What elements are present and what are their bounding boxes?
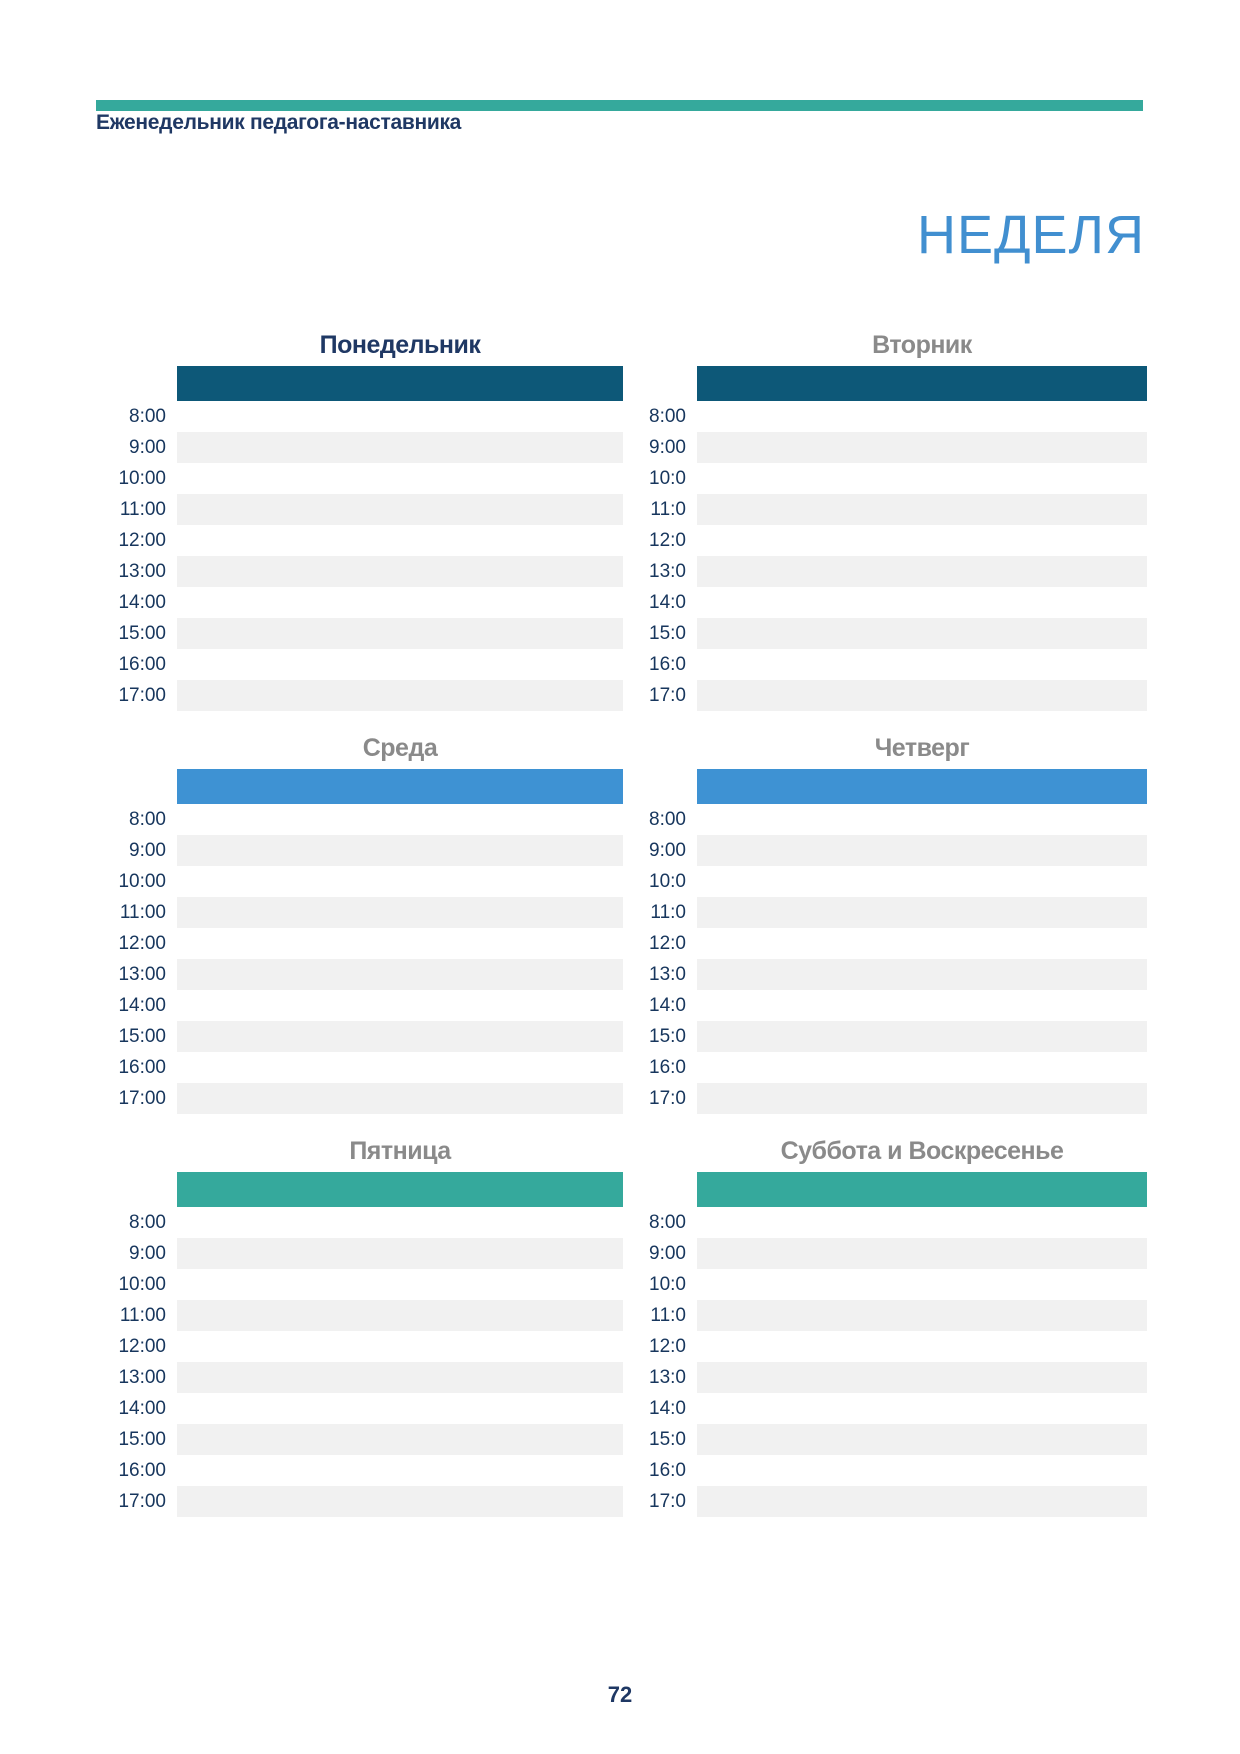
time-label: 13:00: [118, 1367, 166, 1388]
time-row: [96, 494, 623, 525]
time-row: [625, 1083, 1147, 1114]
time-slot-band: [697, 928, 1147, 959]
time-row: [625, 1021, 1147, 1052]
time-slot-band: [697, 897, 1147, 928]
time-row: [96, 835, 623, 866]
time-slot-band: [697, 866, 1147, 897]
time-row: [96, 1393, 623, 1424]
time-label: 8:00: [649, 406, 686, 427]
time-label: 15:0: [649, 1026, 686, 1047]
time-label: 11:00: [119, 499, 166, 520]
time-slot-band: [177, 494, 623, 525]
day-title: Понедельник: [319, 331, 481, 359]
time-slot-band: [697, 494, 1147, 525]
day-section-6: [625, 1133, 1147, 1517]
time-label: 17:00: [118, 1491, 166, 1512]
time-label: 9:00: [129, 437, 166, 458]
week-heading: НЕДЕЛЯ: [916, 205, 1145, 265]
time-label: 17:0: [649, 685, 686, 706]
day-title: Среда: [362, 734, 438, 762]
day-header-bar: [697, 366, 1147, 401]
time-label: 16:00: [118, 1460, 166, 1481]
time-row: [96, 680, 623, 711]
time-label: 13:0: [649, 561, 686, 582]
time-label: 15:0: [649, 623, 686, 644]
time-row: [625, 680, 1147, 711]
time-row: [96, 1083, 623, 1114]
time-slot-band: [697, 1269, 1147, 1300]
time-slot-band: [697, 959, 1147, 990]
time-slot-band: [177, 587, 623, 618]
time-row: [96, 618, 623, 649]
time-label: 17:0: [649, 1491, 686, 1512]
time-slot-band: [177, 835, 623, 866]
time-row: [625, 1207, 1147, 1238]
day-rows: [96, 804, 623, 1114]
time-label: 11:0: [650, 1305, 686, 1326]
time-row: [96, 959, 623, 990]
time-label: 15:0: [649, 1429, 686, 1450]
time-row: [96, 1238, 623, 1269]
time-slot-band: [177, 1300, 623, 1331]
time-slot-band: [177, 556, 623, 587]
time-label: 14:00: [118, 995, 166, 1016]
time-row: [625, 1052, 1147, 1083]
time-label: 10:00: [118, 871, 166, 892]
time-slot-band: [697, 1052, 1147, 1083]
time-row: [96, 897, 623, 928]
time-row: [96, 401, 623, 432]
time-label: 11:00: [119, 902, 166, 923]
day-section-2: [625, 327, 1147, 711]
time-row: [96, 556, 623, 587]
day-title: Четверг: [874, 734, 970, 762]
time-label: 17:0: [649, 1088, 686, 1109]
time-slot-band: [177, 1021, 623, 1052]
time-row: [96, 1052, 623, 1083]
time-slot-band: [177, 432, 623, 463]
time-label: 14:0: [649, 995, 686, 1016]
time-slot-band: [697, 804, 1147, 835]
time-row: [625, 1393, 1147, 1424]
time-label: 16:0: [649, 1460, 686, 1481]
time-label: 8:00: [129, 406, 166, 427]
time-label: 16:0: [649, 654, 686, 675]
day-rows: [625, 804, 1147, 1114]
time-slot-band: [177, 618, 623, 649]
time-label: 10:0: [649, 1274, 686, 1295]
time-label: 10:00: [118, 1274, 166, 1295]
time-slot-band: [177, 866, 623, 897]
time-label: 14:00: [118, 1398, 166, 1419]
day-section-5: [96, 1133, 623, 1517]
time-slot-band: [697, 649, 1147, 680]
time-row: [625, 401, 1147, 432]
day-rows: [625, 401, 1147, 711]
time-slot-band: [177, 525, 623, 556]
time-row: [96, 1362, 623, 1393]
time-label: 13:00: [118, 964, 166, 985]
time-label: 16:00: [118, 654, 166, 675]
time-slot-band: [177, 1362, 623, 1393]
time-row: [625, 494, 1147, 525]
time-label: 16:00: [118, 1057, 166, 1078]
time-slot-band: [177, 1083, 623, 1114]
time-row: [625, 525, 1147, 556]
time-slot-band: [177, 1238, 623, 1269]
time-slot-band: [697, 835, 1147, 866]
time-slot-band: [697, 525, 1147, 556]
day-title: Пятница: [349, 1137, 451, 1165]
time-slot-band: [697, 463, 1147, 494]
time-slot-band: [697, 1331, 1147, 1362]
time-label: 14:00: [118, 592, 166, 613]
time-slot-band: [697, 1424, 1147, 1455]
time-label: 15:00: [118, 1026, 166, 1047]
time-row: [625, 1269, 1147, 1300]
time-row: [625, 990, 1147, 1021]
time-row: [96, 1021, 623, 1052]
time-label: 13:0: [649, 1367, 686, 1388]
time-slot-band: [177, 1393, 623, 1424]
page-title: Еженедельник педагога-наставника: [96, 111, 462, 134]
time-row: [625, 463, 1147, 494]
time-row: [96, 804, 623, 835]
time-slot-band: [177, 959, 623, 990]
time-row: [625, 835, 1147, 866]
time-row: [625, 928, 1147, 959]
time-row: [96, 649, 623, 680]
time-slot-band: [697, 680, 1147, 711]
time-row: [96, 1207, 623, 1238]
time-label: 9:00: [649, 1243, 686, 1264]
time-row: [625, 1331, 1147, 1362]
time-row: [625, 959, 1147, 990]
time-label: 17:00: [118, 1088, 166, 1109]
time-row: [625, 1486, 1147, 1517]
time-slot-band: [697, 1238, 1147, 1269]
time-label: 12:0: [649, 530, 686, 551]
time-label: 10:0: [649, 468, 686, 489]
day-rows: [96, 1207, 623, 1517]
day-section-3: [96, 730, 623, 1114]
day-rows: [96, 401, 623, 711]
time-label: 9:00: [649, 840, 686, 861]
time-slot-band: [177, 1424, 623, 1455]
time-row: [96, 1455, 623, 1486]
time-slot-band: [177, 1207, 623, 1238]
time-row: [625, 649, 1147, 680]
time-slot-band: [697, 1455, 1147, 1486]
day-header-bar: [177, 1172, 623, 1207]
time-slot-band: [697, 1393, 1147, 1424]
time-slot-band: [177, 804, 623, 835]
time-slot-band: [177, 928, 623, 959]
time-label: 9:00: [129, 840, 166, 861]
time-row: [96, 990, 623, 1021]
time-row: [625, 1238, 1147, 1269]
time-label: 8:00: [129, 1212, 166, 1233]
time-slot-band: [697, 618, 1147, 649]
time-slot-band: [697, 1362, 1147, 1393]
time-slot-band: [697, 990, 1147, 1021]
time-row: [625, 587, 1147, 618]
time-row: [96, 866, 623, 897]
time-slot-band: [177, 680, 623, 711]
time-row: [96, 525, 623, 556]
time-label: 12:0: [649, 933, 686, 954]
time-label: 11:0: [650, 902, 686, 923]
time-label: 10:0: [649, 871, 686, 892]
time-slot-band: [177, 463, 623, 494]
time-row: [625, 804, 1147, 835]
time-row: [625, 897, 1147, 928]
day-title: Суббота и Воскресенье: [780, 1137, 1064, 1165]
time-label: 10:00: [118, 468, 166, 489]
day-header-bar: [177, 769, 623, 804]
time-slot-band: [697, 401, 1147, 432]
time-label: 11:00: [119, 1305, 166, 1326]
day-section-1: [96, 327, 623, 711]
time-label: 17:00: [118, 685, 166, 706]
time-row: [96, 1300, 623, 1331]
time-label: 11:0: [650, 499, 686, 520]
day-section-4: [625, 730, 1147, 1114]
time-slot-band: [697, 432, 1147, 463]
time-label: 8:00: [649, 1212, 686, 1233]
time-slot-band: [177, 990, 623, 1021]
time-row: [625, 1455, 1147, 1486]
time-slot-band: [177, 1269, 623, 1300]
time-row: [96, 587, 623, 618]
time-label: 12:00: [118, 933, 166, 954]
time-label: 13:00: [118, 561, 166, 582]
time-slot-band: [177, 649, 623, 680]
time-slot-band: [177, 401, 623, 432]
time-label: 15:00: [118, 1429, 166, 1450]
time-row: [625, 866, 1147, 897]
time-label: 12:00: [118, 530, 166, 551]
page-number: 72: [607, 1682, 633, 1707]
day-header-bar: [697, 769, 1147, 804]
time-label: 9:00: [649, 437, 686, 458]
time-row: [96, 928, 623, 959]
day-rows: [625, 1207, 1147, 1517]
time-slot-band: [177, 1486, 623, 1517]
time-label: 9:00: [129, 1243, 166, 1264]
time-label: 8:00: [649, 809, 686, 830]
time-row: [625, 1362, 1147, 1393]
day-header-bar: [177, 366, 623, 401]
time-label: 12:00: [118, 1336, 166, 1357]
time-slot-band: [697, 1486, 1147, 1517]
time-label: 8:00: [129, 809, 166, 830]
time-row: [625, 1300, 1147, 1331]
time-row: [96, 1269, 623, 1300]
time-row: [625, 1424, 1147, 1455]
time-slot-band: [697, 1300, 1147, 1331]
time-slot-band: [177, 1455, 623, 1486]
time-slot-band: [177, 897, 623, 928]
time-slot-band: [697, 1083, 1147, 1114]
time-slot-band: [697, 587, 1147, 618]
time-row: [625, 432, 1147, 463]
time-label: 16:0: [649, 1057, 686, 1078]
time-row: [96, 1331, 623, 1362]
day-title: Вторник: [872, 331, 972, 359]
time-row: [96, 1424, 623, 1455]
day-header-bar: [697, 1172, 1147, 1207]
week-schedule-grid: [96, 327, 1147, 1517]
time-row: [625, 556, 1147, 587]
time-label: 14:0: [649, 592, 686, 613]
time-row: [96, 1486, 623, 1517]
time-slot-band: [177, 1052, 623, 1083]
time-label: 13:0: [649, 964, 686, 985]
time-row: [625, 618, 1147, 649]
time-slot-band: [697, 556, 1147, 587]
time-label: 12:0: [649, 1336, 686, 1357]
time-row: [96, 432, 623, 463]
time-slot-band: [697, 1021, 1147, 1052]
time-label: 15:00: [118, 623, 166, 644]
time-slot-band: [697, 1207, 1147, 1238]
time-row: [96, 463, 623, 494]
time-label: 14:0: [649, 1398, 686, 1419]
time-slot-band: [177, 1331, 623, 1362]
